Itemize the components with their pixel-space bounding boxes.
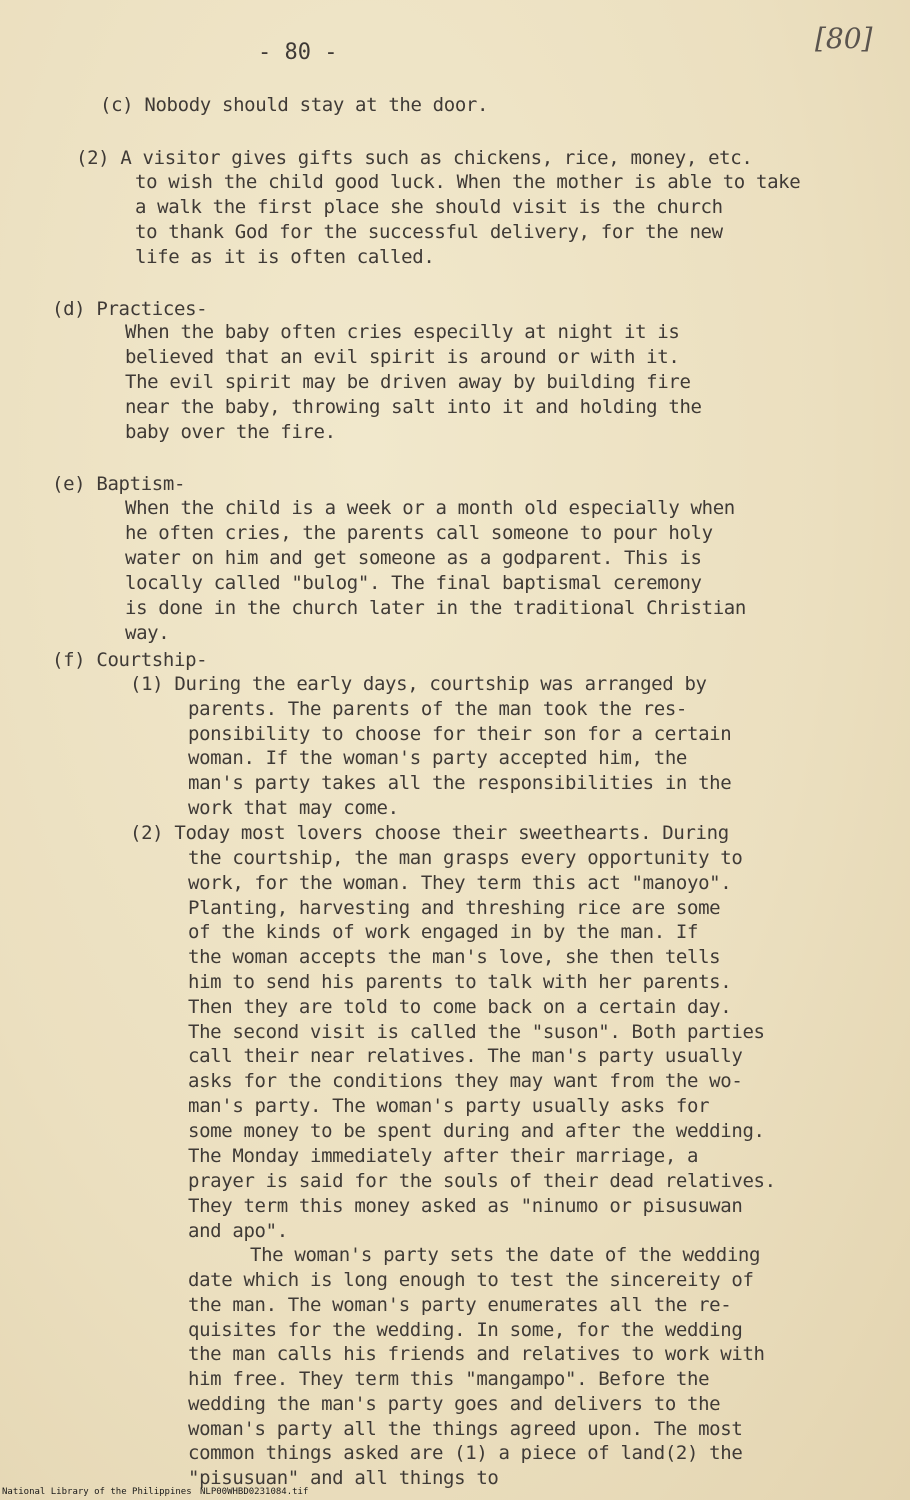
text-line: The evil spirit may be driven away by building fire — [125, 371, 691, 393]
footer-library-credit: National Library of the Philippines — [2, 1487, 192, 1497]
text-line: to thank God for the successful delivery, for the new — [135, 221, 723, 243]
text-line: wedding the man's party goes and delivers to the — [188, 1393, 721, 1415]
page-number: - 80 - — [258, 40, 338, 65]
text-line: When the baby often cries especilly at night it is — [125, 321, 680, 343]
text-line: work, for the woman. They term this act "manoyo". — [188, 872, 732, 894]
text-line: (2) A visitor gives gifts such as chickens, rice, money, etc. — [76, 147, 753, 169]
text-line: asks for the conditions they may want from the wo- — [188, 1070, 743, 1092]
text-line: he often cries, the parents call someone to pour holy — [125, 522, 713, 544]
text-line: (e) Baptism- — [52, 473, 186, 495]
text-line: They term this money asked as "ninumo or pisusuwan — [188, 1195, 743, 1217]
text-line: of the kinds of work engaged in by the man. If — [188, 921, 699, 943]
text-line: a walk the first place she should visit is the church — [135, 196, 723, 218]
text-line: date which is long enough to test the sincereity of — [188, 1269, 754, 1291]
footer-file-name: NLP00WHBD0231084.tif — [200, 1487, 309, 1497]
text-line: When the child is a week or a month old especially when — [125, 497, 735, 519]
text-line: some money to be spent during and after the wedding. — [188, 1120, 765, 1142]
text-line: work that may come. — [188, 797, 399, 819]
text-line: him free. They term this "mangampo". Before the — [188, 1368, 710, 1390]
text-line: woman. If the woman's party accepted him, the — [188, 747, 688, 769]
text-line: locally called "bulog". The final baptismal ceremony — [125, 572, 702, 594]
text-line: prayer is said for the souls of their dead relatives. — [188, 1170, 776, 1192]
text-line: the man calls his friends and relatives to work with — [188, 1343, 765, 1365]
text-line: (c) Nobody should stay at the door. — [100, 94, 489, 116]
text-line: the man. The woman's party enumerates all the re- — [188, 1294, 732, 1316]
text-line: The Monday immediately after their marriage, a — [188, 1145, 699, 1167]
text-line: (f) Courtship- — [52, 649, 208, 671]
text-line: is done in the church later in the traditional Christian — [125, 597, 746, 619]
text-line: The second visit is called the "suson". Both parties — [188, 1021, 765, 1043]
text-line: the courtship, the man grasps every opportunity to — [188, 847, 743, 869]
text-line: (1) During the early days, courtship was arranged by — [130, 673, 707, 695]
text-line: (d) Practices- — [52, 298, 208, 320]
text-line: to wish the child good luck. When the mother is able to take — [135, 171, 801, 193]
text-line: water on him and get someone as a godparent. This is — [125, 547, 702, 569]
text-line: baby over the fire. — [125, 421, 336, 443]
text-line: man's party. The woman's party usually asks for — [188, 1095, 710, 1117]
text-line: (2) Today most lovers choose their sweethearts. During — [130, 822, 729, 844]
text-line: Planting, harvesting and threshing rice are some — [188, 897, 721, 919]
text-line: call their near relatives. The man's party usually — [188, 1045, 743, 1067]
text-line: way. — [125, 622, 170, 644]
handwritten-page-number: [80] — [815, 22, 873, 55]
text-line: life as it is often called. — [135, 246, 435, 268]
text-line: him to send his parents to talk with her parents. — [188, 971, 732, 993]
text-line: the woman accepts the man's love, she then tells — [188, 946, 721, 968]
text-line: Then they are told to come back on a certain day. — [188, 996, 732, 1018]
text-line: "pisusuan" and all things to — [188, 1467, 499, 1489]
text-line: near the baby, throwing salt into it and holding the — [125, 396, 702, 418]
text-line: ponsibility to choose for their son for a certain — [188, 723, 732, 745]
text-line: quisites for the wedding. In some, for the wedding — [188, 1319, 743, 1341]
text-line: common things asked are (1) a piece of land(2) the — [188, 1442, 743, 1464]
text-line: man's party takes all the responsibilities in the — [188, 772, 732, 794]
text-line: believed that an evil spirit is around or with it. — [125, 346, 680, 368]
text-line: The woman's party sets the date of the wedding — [250, 1244, 761, 1266]
text-line: woman's party all the things agreed upon. The most — [188, 1418, 743, 1440]
text-line: and apo". — [188, 1220, 288, 1242]
text-line: parents. The parents of the man took the res- — [188, 698, 688, 720]
